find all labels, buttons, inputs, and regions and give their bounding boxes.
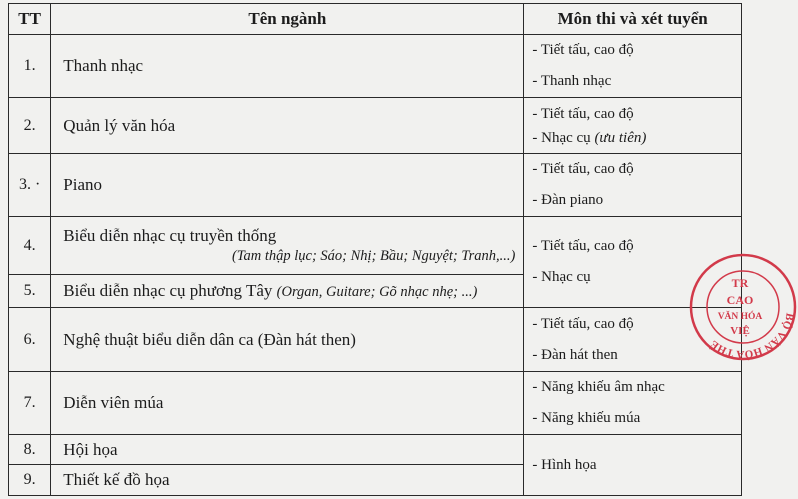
subject-line: - Tiết tấu, cao độ <box>532 105 634 122</box>
row-number: 2. <box>9 98 51 154</box>
major-name: Thiết kế đồ họa <box>51 465 524 496</box>
seal-text-line: TR <box>731 276 749 290</box>
table-row <box>9 154 742 217</box>
table-row <box>9 98 742 154</box>
subjects-cell <box>524 98 742 154</box>
header-subjects: Môn thi và xét tuyển <box>524 4 742 35</box>
row-number: 5. <box>9 275 51 308</box>
subject-line: - Tiết tấu, cao độ <box>532 238 634 254</box>
subject-line: - Năng khiếu âm nhạc <box>532 379 665 395</box>
major-name: Hội họa <box>51 435 524 465</box>
major-name: Nghệ thuật biểu diễn dân ca (Đàn hát then) <box>51 308 524 372</box>
instrument-note: (Organ, Guitare; Gõ nhạc nhẹ; ...) <box>276 284 478 300</box>
major-name: Thanh nhạc <box>51 35 524 98</box>
subject-line: - Thanh nhạc <box>532 73 612 89</box>
priority-note: (ưu tiên) <box>594 129 647 146</box>
row-number: 8. <box>9 435 51 465</box>
table-row <box>9 217 742 275</box>
row-number: 4. <box>9 217 51 275</box>
major-name: Biểu diễn nhạc cụ truyền thống <box>63 226 277 245</box>
subject-line: - Đàn hát then <box>532 346 618 363</box>
subject-line: - Hình họa <box>532 457 597 473</box>
subject-line: - Tiết tấu, cao độ <box>532 315 634 332</box>
row-number: 3. · <box>9 154 51 217</box>
subject-line: - Đàn piano <box>532 192 604 208</box>
row-number: 9. <box>9 465 51 496</box>
subjects-cell <box>524 435 742 496</box>
subject-line: - Năng khiếu múa <box>532 410 641 426</box>
seal-text-line: VĂN HÓA <box>717 312 763 322</box>
row-number: 1. <box>9 35 51 98</box>
major-name-cell <box>51 217 524 275</box>
subjects-cell <box>524 35 742 98</box>
instrument-note: (Tam thập lục; Sáo; Nhị; Bầu; Nguyệt; Tranh,...) <box>231 248 516 264</box>
row-number: 7. <box>9 372 51 435</box>
header-no: TT <box>9 4 51 35</box>
major-name-cell <box>51 275 524 308</box>
official-seal <box>688 252 798 362</box>
subject-line: - Tiết tấu, cao độ <box>532 161 634 177</box>
subjects-cell <box>524 372 742 435</box>
table-row <box>9 308 742 372</box>
seal-text-line: VIỆ <box>730 325 750 337</box>
table-row <box>9 435 742 465</box>
seal-ring-text: BỘ VĂN HÓA THỂ <box>708 311 796 361</box>
major-name: Piano <box>51 154 524 217</box>
majors-table <box>8 3 742 496</box>
header-name: Tên ngành <box>51 4 524 35</box>
subject-line: - Nhạc cụ <box>532 269 591 285</box>
subjects-cell <box>524 154 742 217</box>
subject-line: - Nhạc cụ (ưu tiên) <box>532 129 647 146</box>
seal-text-line: CAO <box>726 293 754 307</box>
subject-line: - Tiết tấu, cao độ <box>532 42 634 58</box>
table-row <box>9 35 742 98</box>
major-name: Biểu diễn nhạc cụ phương Tây <box>63 281 273 300</box>
table-row <box>9 372 742 435</box>
major-name: Quản lý văn hóa <box>51 98 524 154</box>
table-header-row <box>9 4 742 35</box>
major-name: Diễn viên múa <box>51 372 524 435</box>
row-number: 6. <box>9 308 51 372</box>
